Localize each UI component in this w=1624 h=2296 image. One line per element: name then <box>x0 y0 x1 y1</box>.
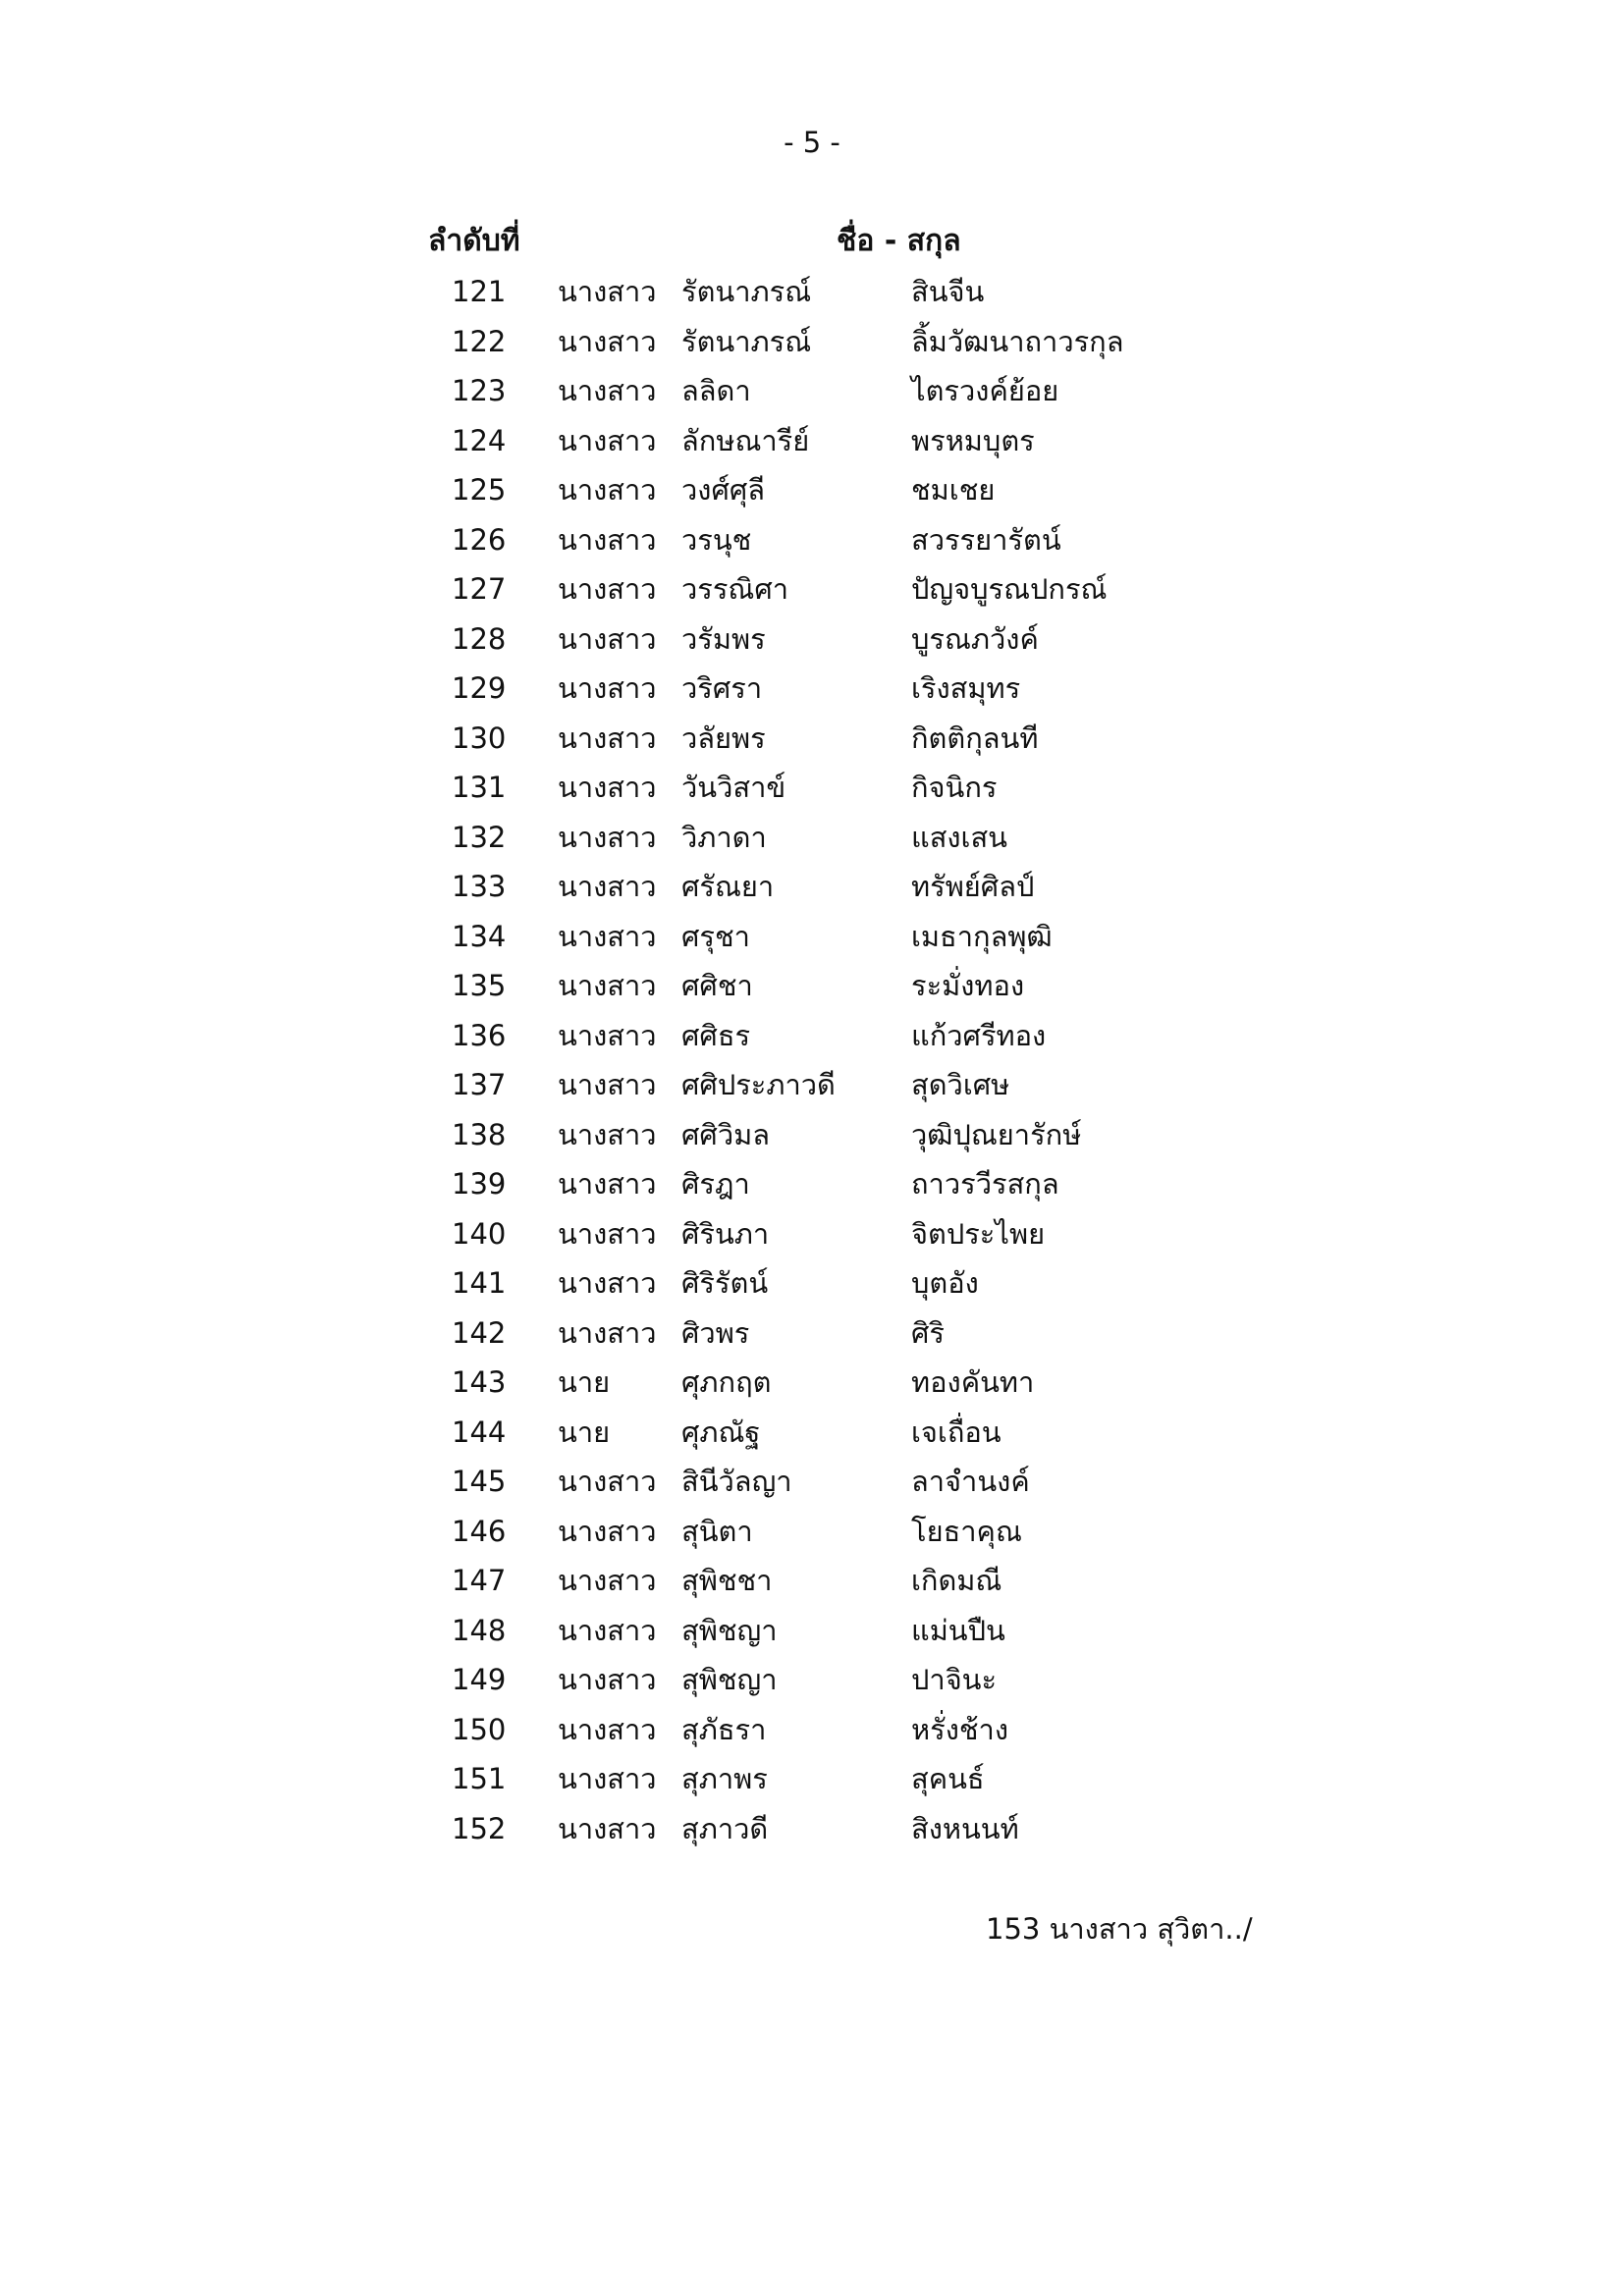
row-number: 124 <box>452 423 507 457</box>
table-row <box>422 1457 1306 1507</box>
name-column-header: ชื่อ - สกุล <box>837 224 961 258</box>
row-first-name: ศศิประภาวดี <box>681 1068 836 1101</box>
table-row <box>422 1308 1306 1359</box>
row-first-name: วลัยพร <box>681 721 766 755</box>
row-title: นางสาว <box>558 1018 657 1052</box>
row-title: นางสาว <box>558 621 657 656</box>
table-row <box>422 614 1306 665</box>
row-last-name: เจเถื่อน <box>911 1415 1001 1449</box>
row-title: นางสาว <box>558 1167 657 1201</box>
row-number: 127 <box>452 572 507 606</box>
row-number: 126 <box>452 522 507 557</box>
row-last-name: ศิริ <box>911 1315 945 1350</box>
table-row <box>422 1159 1306 1209</box>
row-first-name: ศศิชา <box>681 969 753 1002</box>
row-number: 135 <box>452 969 507 1002</box>
row-title: นางสาว <box>558 275 657 308</box>
row-title: นางสาว <box>558 1117 657 1151</box>
row-first-name: ลลิดา <box>681 374 751 407</box>
row-title: นางสาว <box>558 1216 657 1251</box>
row-title: นางสาว <box>558 572 657 606</box>
row-last-name: เมธากุลพุฒิ <box>911 919 1053 953</box>
table-row <box>422 564 1306 614</box>
table-row <box>422 1754 1306 1804</box>
row-title: นางสาว <box>558 1613 657 1647</box>
row-first-name: วงศ์ศุลี <box>681 473 766 507</box>
row-first-name: ศุภกฤต <box>681 1365 772 1399</box>
row-last-name: โยธาคุณ <box>911 1514 1022 1548</box>
table-row <box>422 317 1306 367</box>
row-first-name: ศิรินภา <box>681 1216 770 1251</box>
row-number: 122 <box>452 324 507 358</box>
row-number: 130 <box>452 721 507 755</box>
name-list-table <box>422 218 1306 1853</box>
row-first-name: ศรัณยา <box>681 870 775 903</box>
row-first-name: สินีวัลญา <box>681 1465 792 1498</box>
row-last-name: บุตอัง <box>911 1266 979 1300</box>
row-first-name: ศศิวิมล <box>681 1117 770 1151</box>
row-last-name: เกิดมณี <box>911 1564 1002 1597</box>
row-last-name: ถาวรวีรสกุล <box>911 1167 1059 1201</box>
table-row <box>422 862 1306 912</box>
row-title: นางสาว <box>558 919 657 953</box>
table-row <box>422 1209 1306 1259</box>
row-number: 150 <box>452 1712 507 1746</box>
row-title: นางสาว <box>558 1266 657 1300</box>
row-title: นางสาว <box>558 1663 657 1696</box>
row-last-name: กิจนิกร <box>911 771 998 804</box>
table-row <box>422 366 1306 416</box>
row-first-name: ลักษณารีย์ <box>681 423 810 457</box>
row-number: 148 <box>452 1613 507 1647</box>
table-header <box>422 218 1306 267</box>
page-number: - 5 - <box>784 126 840 159</box>
row-last-name: แม่นปืน <box>911 1613 1005 1647</box>
table-row <box>422 267 1306 317</box>
row-title: นางสาว <box>558 324 657 358</box>
row-title: นางสาว <box>558 522 657 557</box>
row-title: นางสาว <box>558 870 657 903</box>
table-row <box>422 1556 1306 1606</box>
row-number: 152 <box>452 1811 507 1845</box>
row-title: นางสาว <box>558 1465 657 1498</box>
row-last-name: สวรรยารัตน์ <box>911 522 1061 557</box>
row-first-name: รัตนาภรณ์ <box>681 324 812 358</box>
row-last-name: สิงหนนท์ <box>911 1811 1019 1845</box>
row-number: 141 <box>452 1266 507 1300</box>
row-number: 121 <box>452 275 507 308</box>
row-number: 134 <box>452 919 507 953</box>
row-first-name: ศุภณัฐ <box>681 1415 761 1449</box>
table-row <box>422 1060 1306 1110</box>
table-row <box>422 664 1306 714</box>
row-title: นางสาว <box>558 1514 657 1548</box>
order-column-header: ลำดับที่ <box>428 224 520 258</box>
row-first-name: ศรุชา <box>681 919 750 953</box>
row-title: นางสาว <box>558 1762 657 1795</box>
row-title: นางสาว <box>558 969 657 1002</box>
row-number: 137 <box>452 1068 507 1101</box>
row-first-name: วรัมพร <box>681 621 766 656</box>
row-last-name: เริงสมุทร <box>911 671 1021 705</box>
row-number: 142 <box>452 1315 507 1350</box>
continuation-note: 153 นางสาว สุวิตา../ <box>986 1912 1253 1946</box>
row-number: 139 <box>452 1167 507 1201</box>
row-first-name: ศิวพร <box>681 1315 750 1350</box>
row-first-name: สุพิชญา <box>681 1613 778 1647</box>
row-number: 147 <box>452 1564 507 1597</box>
table-row <box>422 961 1306 1011</box>
table-body <box>422 267 1306 1853</box>
row-number: 125 <box>452 473 507 507</box>
row-last-name: ไตรวงค์ย้อย <box>911 374 1059 407</box>
table-row <box>422 1358 1306 1408</box>
row-first-name: วริศรา <box>681 671 763 705</box>
row-first-name: สุพิชญา <box>681 1663 778 1696</box>
row-last-name: ปัญจบูรณปกรณ์ <box>911 572 1108 606</box>
row-number: 132 <box>452 820 507 854</box>
table-row <box>422 912 1306 962</box>
row-title: นางสาว <box>558 473 657 507</box>
row-number: 129 <box>452 671 507 705</box>
row-title: นางสาว <box>558 721 657 755</box>
row-number: 146 <box>452 1514 507 1548</box>
row-last-name: บูรณภวังค์ <box>911 621 1039 656</box>
table-row <box>422 714 1306 764</box>
row-last-name: ระมั่งทอง <box>911 969 1025 1002</box>
row-last-name: จิตประไพย <box>911 1216 1046 1251</box>
table-row <box>422 1705 1306 1755</box>
row-last-name: หรั่งช้าง <box>911 1712 1008 1746</box>
row-title: นาย <box>558 1365 611 1399</box>
row-first-name: วรนุช <box>681 522 752 557</box>
row-title: นางสาว <box>558 671 657 705</box>
row-title: นางสาว <box>558 1811 657 1845</box>
row-title: นางสาว <box>558 1315 657 1350</box>
row-last-name: แก้วศรีทอง <box>911 1018 1047 1052</box>
row-first-name: สุพิชชา <box>681 1564 773 1597</box>
row-number: 133 <box>452 870 507 903</box>
row-title: นางสาว <box>558 771 657 804</box>
row-last-name: สินจีน <box>911 275 985 308</box>
row-title: นางสาว <box>558 820 657 854</box>
row-number: 144 <box>452 1415 507 1449</box>
table-row <box>422 763 1306 813</box>
row-first-name: สุภาพร <box>681 1762 768 1795</box>
table-row <box>422 515 1306 565</box>
row-last-name: พรหมบุตร <box>911 423 1035 457</box>
table-row <box>422 1011 1306 1061</box>
row-title: นางสาว <box>558 374 657 407</box>
row-number: 123 <box>452 374 507 407</box>
row-first-name: วิภาดา <box>681 820 767 854</box>
row-last-name: วุฒิปุณยารักษ์ <box>911 1117 1082 1151</box>
row-last-name: ลาจำนงค์ <box>911 1465 1030 1498</box>
row-number: 145 <box>452 1465 507 1498</box>
row-first-name: รัตนาภรณ์ <box>681 275 812 308</box>
row-number: 140 <box>452 1216 507 1251</box>
table-row <box>422 1110 1306 1160</box>
table-row <box>422 1408 1306 1458</box>
row-first-name: สุภาวดี <box>681 1811 769 1845</box>
row-title: นางสาว <box>558 1712 657 1746</box>
row-last-name: สุคนธ์ <box>911 1762 985 1795</box>
table-row <box>422 813 1306 863</box>
table-row <box>422 416 1306 466</box>
row-first-name: วรรณิศา <box>681 572 789 606</box>
row-number: 138 <box>452 1117 507 1151</box>
row-number: 128 <box>452 621 507 656</box>
table-row <box>422 1655 1306 1705</box>
row-last-name: ชมเชย <box>911 473 996 507</box>
table-row <box>422 465 1306 515</box>
row-title: นางสาว <box>558 1564 657 1597</box>
table-row <box>422 1507 1306 1557</box>
row-last-name: สุดวิเศษ <box>911 1068 1010 1101</box>
row-last-name: ทรัพย์ศิลป์ <box>911 870 1035 903</box>
row-number: 151 <box>452 1762 507 1795</box>
row-first-name: ศิริรัตน์ <box>681 1266 769 1300</box>
table-row <box>422 1804 1306 1854</box>
row-title: นาย <box>558 1415 611 1449</box>
row-title: นางสาว <box>558 423 657 457</box>
row-number: 136 <box>452 1018 507 1052</box>
row-last-name: ลิ้มวัฒนาถาวรกุล <box>911 324 1124 358</box>
row-last-name: กิตติกุลนที <box>911 721 1039 755</box>
table-row <box>422 1258 1306 1308</box>
row-last-name: ปาจินะ <box>911 1663 998 1696</box>
row-first-name: สุนิตา <box>681 1514 753 1548</box>
row-first-name: สุภัธรา <box>681 1712 767 1746</box>
row-last-name: แสงเสน <box>911 820 1007 854</box>
row-number: 143 <box>452 1365 507 1399</box>
row-number: 131 <box>452 771 507 804</box>
row-first-name: ศศิธร <box>681 1018 751 1052</box>
table-row <box>422 1606 1306 1656</box>
row-first-name: วันวิสาข์ <box>681 771 786 804</box>
row-first-name: ศิรฎา <box>681 1167 750 1201</box>
row-title: นางสาว <box>558 1068 657 1101</box>
row-number: 149 <box>452 1663 507 1696</box>
row-last-name: ทองคันทา <box>911 1365 1035 1399</box>
